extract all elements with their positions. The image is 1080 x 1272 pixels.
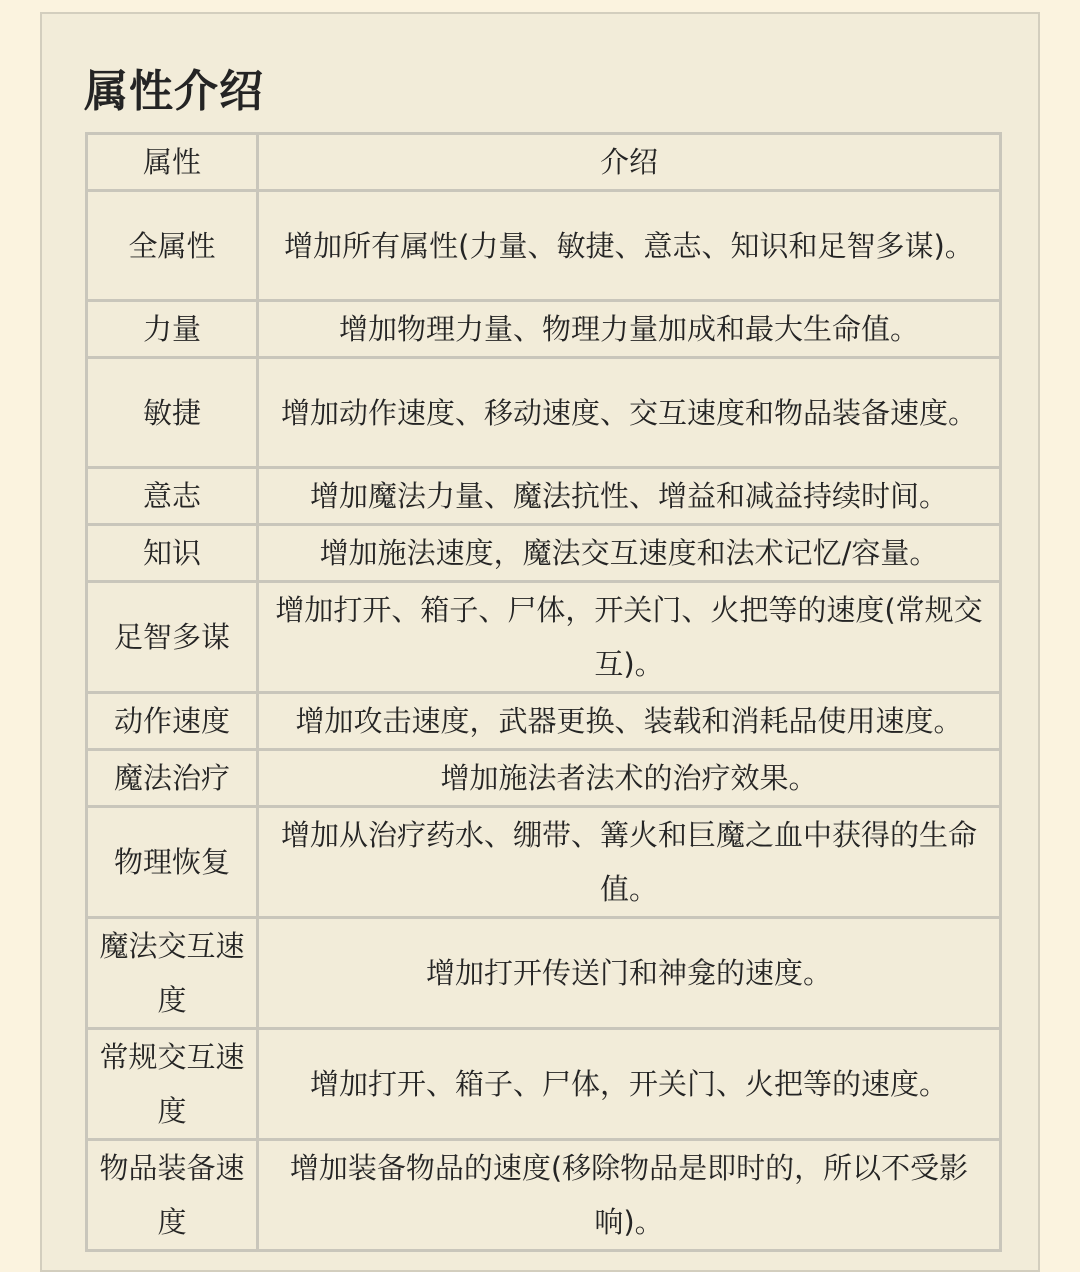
attribute-name: 常规交互速度 <box>87 1029 258 1140</box>
attribute-name: 动作速度 <box>87 693 258 750</box>
attribute-description: 增加攻击速度，武器更换、装载和消耗品使用速度。 <box>258 693 1001 750</box>
content-panel <box>40 12 1040 1272</box>
attribute-description: 增加打开、箱子、尸体，开关门、火把等的速度(常规交互)。 <box>258 582 1001 693</box>
column-header-description: 介绍 <box>258 134 1001 191</box>
column-header-attribute: 属性 <box>87 134 258 191</box>
table-row <box>87 1029 1001 1140</box>
attribute-name: 魔法交互速度 <box>87 918 258 1029</box>
attribute-description: 增加物理力量、物理力量加成和最大生命值。 <box>258 301 1001 358</box>
section-title: 属性介绍 <box>84 66 264 117</box>
table-row <box>87 582 1001 693</box>
table-row <box>87 918 1001 1029</box>
attribute-description: 增加所有属性(力量、敏捷、意志、知识和足智多谋)。 <box>258 191 1001 301</box>
attribute-name: 足智多谋 <box>87 582 258 693</box>
attribute-description: 增加施法者法术的治疗效果。 <box>258 750 1001 807</box>
attribute-name: 魔法治疗 <box>87 750 258 807</box>
attribute-name: 知识 <box>87 525 258 582</box>
attribute-table <box>85 132 1002 1252</box>
table-row <box>87 191 1001 301</box>
attribute-description: 增加装备物品的速度(移除物品是即时的，所以不受影响)。 <box>258 1140 1001 1251</box>
attribute-name: 物品装备速度 <box>87 1140 258 1251</box>
attribute-name: 力量 <box>87 301 258 358</box>
attribute-description: 增加打开传送门和神龛的速度。 <box>258 918 1001 1029</box>
attribute-name: 全属性 <box>87 191 258 301</box>
table-row <box>87 358 1001 468</box>
table-row <box>87 301 1001 358</box>
table-row <box>87 525 1001 582</box>
table-row <box>87 1140 1001 1251</box>
attribute-name: 意志 <box>87 468 258 525</box>
attribute-description: 增加施法速度，魔法交互速度和法术记忆/容量。 <box>258 525 1001 582</box>
table-row <box>87 807 1001 918</box>
table-row <box>87 693 1001 750</box>
table-header-row <box>87 134 1001 191</box>
attribute-description: 增加打开、箱子、尸体，开关门、火把等的速度。 <box>258 1029 1001 1140</box>
table-row <box>87 468 1001 525</box>
attribute-description: 增加动作速度、移动速度、交互速度和物品装备速度。 <box>258 358 1001 468</box>
attribute-description: 增加从治疗药水、绷带、篝火和巨魔之血中获得的生命值。 <box>258 807 1001 918</box>
attribute-description: 增加魔法力量、魔法抗性、增益和减益持续时间。 <box>258 468 1001 525</box>
table-row <box>87 750 1001 807</box>
attribute-name: 物理恢复 <box>87 807 258 918</box>
attribute-name: 敏捷 <box>87 358 258 468</box>
